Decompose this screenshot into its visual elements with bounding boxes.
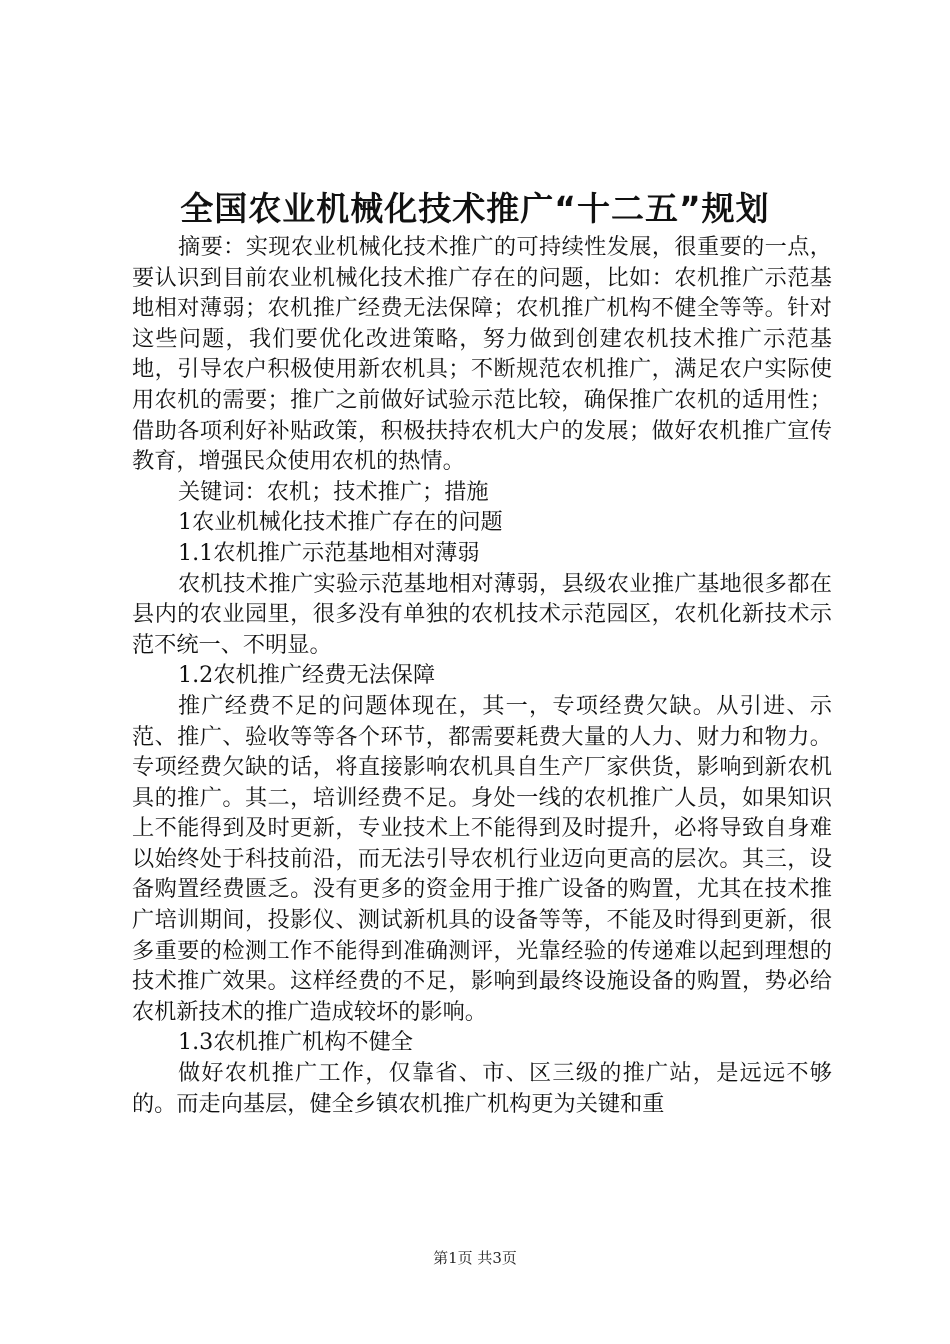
body-paragraph-1-3: 做好农机推广工作，仅靠省、市、区三级的推广站，是远远不够的。而走向基层，健全乡镇农机推广机构更为关键和重 (132, 1060, 832, 1117)
document-title: 全国农业机械化技术推广“十二五”规划 (180, 189, 770, 228)
body-paragraph-1-1: 农机技术推广实验示范基地相对薄弱，县级农业推广基地很多都在县内的农业园里，很多没有单独的农机技术示范园区，农机化新技术示范不统一、不明显。 (132, 570, 832, 658)
subsection-heading-1-2: 1.2农机推广经费无法保障 (178, 662, 436, 689)
body-paragraph-1-2: 推广经费不足的问题体现在，其一，专项经费欠缺。从引进、示范、推广、验收等等各个环节，都需要耗费大量的人力、财力和物力。专项经费欠缺的话，将直接影响农机具自生产厂家供货，影响到新农机具的推广。其二，培训经费不足。身处一线的农机推广人员，如果知识上不能得到及时更新，专业技术上不能得到及时提升，必将导致自身难以始终处于科技前沿，而无法引导农机行业迈向更高的层次。其三，设备购置经费匮乏。没有更多的资金用于推广设备的购置，尤其在技术推广培训期间，投影仪、测试新机具的设备等等，不能及时得到更新，很多重要的检测工作不能得到准确测评，光靠经验的传递难以起到理想的技术推广效果。这样经费的不足，影响到最终设施设备的购置，势必给农机新技术的推广造成较坏的影响。 (132, 692, 832, 1025)
section-heading-1: 1农业机械化技术推广存在的问题 (178, 509, 503, 536)
document-body (132, 232, 832, 1119)
subsection-heading-1-1: 1.1农机推广示范基地相对薄弱 (178, 539, 480, 566)
page-number-footer: 第1页 共3页 (433, 1249, 517, 1267)
subsection-heading-1-3: 1.3农机推广机构不健全 (178, 1029, 413, 1056)
keywords-line: 关键词：农机；技术推广；措施 (178, 478, 489, 505)
abstract-paragraph: 摘要：实现农业机械化技术推广的可持续性发展，很重要的一点，要认识到目前农业机械化技术推广存在的问题，比如：农机推广示范基地相对薄弱；农机推广经费无法保障；农机推广机构不健全等等。针对这些问题，我们要优化改进策略，努力做到创建农机技术推广示范基地，引导农户积极使用新农机具；不断规范农机推广，满足农户实际使用农机的需要；推广之前做好试验示范比较，确保推广农机的适用性；借助各项利好补贴政策，积极扶持农机大户的发展；做好农机推广宣传教育，增强民众使用农机的热情。 (132, 234, 832, 475)
